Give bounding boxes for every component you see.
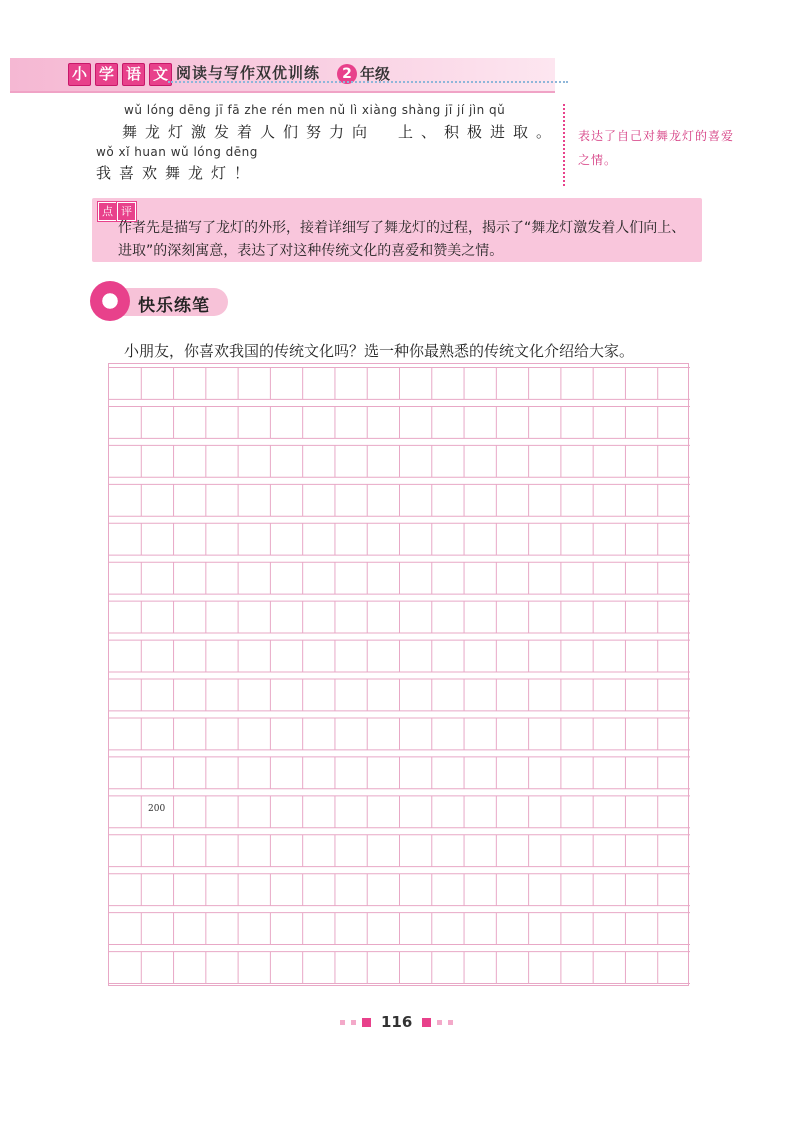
section-title: 快乐练笔	[138, 296, 210, 316]
header-dotted-rule	[168, 81, 568, 83]
grade-number: 2	[337, 64, 357, 84]
page-number: 116	[381, 1013, 413, 1031]
writing-grid-lines	[109, 364, 690, 987]
text-line-1: 舞龙灯激发着人们努力向 上、积极进取。	[122, 123, 560, 141]
subject-badge	[68, 63, 172, 86]
footer-square	[362, 1018, 371, 1027]
subject-char: 语	[122, 63, 145, 86]
footer-square	[422, 1018, 431, 1027]
subject-char: 学	[95, 63, 118, 86]
footer-dot	[351, 1020, 356, 1025]
note-divider	[563, 104, 565, 186]
footer-dot	[448, 1020, 453, 1025]
grade-label: 年级	[360, 65, 391, 83]
word-count-marker: 200	[148, 804, 166, 814]
flower-icon	[90, 281, 130, 321]
book-title: 阅读与写作双优训练	[176, 64, 321, 82]
comment-text: 作者先是描写了龙灯的外形，接着详细写了舞龙灯的过程，揭示了“舞龙灯激发着人们向上、进取”的深刻寓意，表达了对这种传统文化的喜爱和赞美之情。	[118, 220, 686, 259]
page-footer	[340, 1013, 453, 1031]
writing-prompt: 小朋友，你喜欢我国的传统文化吗？选一种你最熟悉的传统文化介绍给大家。	[124, 342, 635, 360]
subject-char: 小	[68, 63, 91, 86]
pinyin-line-2: wǒ xǐ huan wǔ lóng dēng	[96, 145, 258, 159]
comment-tag-char: 点	[98, 202, 117, 221]
comment-tag-char: 评	[117, 202, 136, 221]
footer-dot	[340, 1020, 345, 1025]
pinyin-line-1: wǔ lóng dēng jī fā zhe rén men nǔ lì xiàng shàng jī jí jìn qǔ	[124, 103, 506, 117]
side-note: 表达了自己对舞龙灯的喜爱之情。	[578, 129, 735, 167]
subject-char: 文	[149, 63, 172, 86]
footer-dot	[437, 1020, 442, 1025]
writing-grid[interactable]	[108, 363, 689, 986]
header-divider	[10, 91, 555, 93]
text-line-2: 我喜欢舞龙灯！	[96, 164, 258, 182]
